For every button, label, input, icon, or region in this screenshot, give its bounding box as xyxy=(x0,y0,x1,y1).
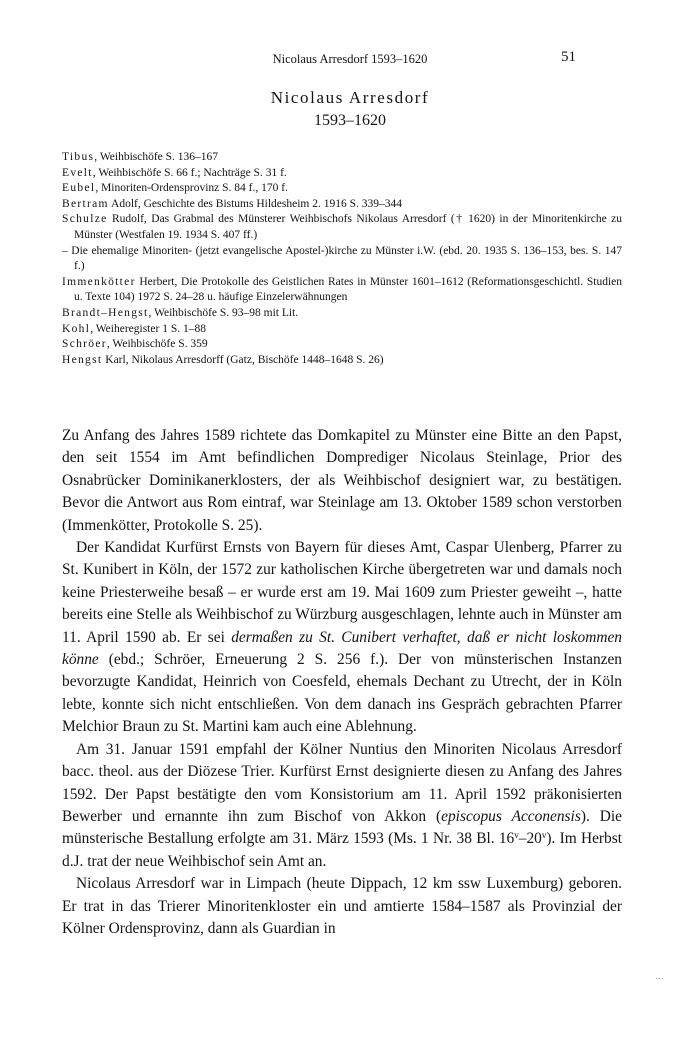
bib-author: Eubel xyxy=(62,182,96,195)
bib-author: Evelt xyxy=(62,166,93,179)
bib-author: Hengst xyxy=(62,353,103,366)
paragraph-text: Am 31. Januar 1591 empfahl der Kölner Nuntius den Minoriten Nicolaus Arresdorf bacc. theol. aus der Diözese Trier. Kurfürst Ernst designierte diesen zu Anfang des Jahres 1592. Der Papst bestätigte den vom Konsistorium am 11. April 1592 präkonisierten Bewerber und ernannte ihn zum Bischof von Akkon ( xyxy=(62,740,622,825)
bib-text: Rudolf, Das Grabmal des Münsterer Weihbischofs Nikolaus Arresdorf († 1620) in der Minoritenkirche zu Münster (Westfalen 19. 1934 S. 407 ff.) xyxy=(74,213,622,241)
bibliography xyxy=(62,150,622,368)
bib-author: – xyxy=(62,244,68,257)
title-years: 1593–1620 xyxy=(314,112,386,129)
bib-text: , Weihbischöfe S. 93–98 mit Lit. xyxy=(148,306,299,319)
superscript: v xyxy=(541,830,547,841)
bib-text: Die ehemalige Minoriten- (jetzt evangelische Apostel-)kirche zu Münster i.W. (ebd. 20. 1935 S. 136–153, bes. S. 147 f.) xyxy=(67,244,622,273)
superscript: v xyxy=(514,830,519,841)
running-head: Nicolaus Arresdorf 1593–1620 xyxy=(272,52,428,66)
bib-author: Kohl xyxy=(62,322,91,335)
bib-text: , Weihbischöfe S. 66 f.; Nachträge S. 31 f. xyxy=(92,166,287,179)
page-number: 51 xyxy=(561,49,576,65)
bib-entry xyxy=(62,166,622,182)
paragraph-text: –20 xyxy=(518,830,542,848)
bib-author: Schröer xyxy=(62,338,107,351)
bib-entry xyxy=(62,353,622,369)
paragraph-text: Der Kandidat Kurfürst Ernsts von Bayern für dieses Amt, Caspar Ulenberg, Pfarrer zu St. Kunibert in Köln, der 1572 zur katholischen Kirche übergetreten war und damals noch keine Priesterweihe besaß – er wurde erst am 19. Mai 1609 zum Priester geweiht –, hatte bereits eine Stelle als Weihbischof zu Würzburg ausgeschlagen, lehnte auch in Münster am 11. April 1590 ab. Er sei xyxy=(62,539,622,646)
paragraph-text: ). Im Herbst d.J. trat der neue Weihbischof sein Amt an. xyxy=(62,830,623,870)
quotation: dermaßen zu St. Cunibert verhaftet, daß er nicht loskommen könne xyxy=(62,628,622,669)
latin-term: episcopus Acconensis xyxy=(441,807,581,825)
bib-text: Karl, Nikolaus Arresdorff (Gatz, Bischöfe 1448–1648 S. 26) xyxy=(102,353,384,366)
bib-author: Brandt–Hengst xyxy=(62,306,149,319)
bib-text: Herbert, Die Protokolle des Geistlichen Rates in Münster 1601–1612 (Reformationsgeschichtl. Studien u. Texte 104) 1972 S. 24–28 u. häufige Einzelerwähnungen xyxy=(74,275,622,304)
bib-author: Tibus xyxy=(62,151,95,163)
bib-entry xyxy=(62,306,622,322)
paragraph-text: (ebd.; Schröer, Erneuerung 2 S. 256 f.). Der von münsterischen Instanzen bevorzugte Kandidat, Heinrich von Coesfeld, ehemals Dechant zu Utrecht, der in Köln lebte, konnte sich nicht entschließen. Von dem danach ins Gespräch gebrachten Pfarrer Melchior Braun zu St. Martini kam auch eine Ablehnung. xyxy=(62,651,622,736)
bib-entry xyxy=(62,244,622,275)
bib-entry xyxy=(62,322,622,338)
bib-text: , Weihbischöfe S. 359 xyxy=(106,338,208,351)
bib-entry xyxy=(62,275,622,306)
bib-entry xyxy=(62,150,622,166)
body-text xyxy=(62,425,622,940)
paragraph: Zu Anfang des Jahres 1589 richtete das Domkapitel zu Münster eine Bitte an den Papst, den seit 1554 im Amt befindlichen Domprediger Nicolaus Steinlage, Prior des Osnabrücker Dominikanerklosters, der als Weihbischof designiert war, zu bestätigen. Bevor die Antwort aus Rom eintraf, war Steinlage am 13. Oktober 1589 schon verstorben (Immenkötter, Protokolle S. 25). xyxy=(62,427,622,534)
paragraph-text: ). Die münsterische Bestallung erfolgte am 31. März 1593 (Ms. 1 Nr. 38 Bl. 16 xyxy=(62,807,623,848)
bib-entry xyxy=(62,212,622,243)
bib-author: Bertram xyxy=(62,197,109,210)
bib-author: Schulze xyxy=(62,213,108,226)
paragraph: Nicolaus Arresdorf war in Limpach (heute Dippach, 12 km ssw Luxemburg) geboren. Er trat in das Trierer Minoritenkloster ein und amtierte 1584–1587 als Provinzial der Kölner Ordensprovinz, dann als Guardian in xyxy=(62,875,622,937)
paragraph xyxy=(62,739,622,873)
title-block xyxy=(0,86,700,131)
bib-text: Adolf, Geschichte des Bistums Hildesheim 2. 1916 S. 339–344 xyxy=(108,197,403,210)
bib-text: , Weihbischöfe S. 136–167 xyxy=(94,151,219,163)
bib-entry xyxy=(62,197,622,213)
bib-text: , Minoriten-Ordensprovinz S. 84 f., 170 f. xyxy=(95,182,288,195)
bib-entry xyxy=(62,337,622,353)
title-name: Nicolaus Arresdorf xyxy=(270,88,430,107)
bib-author: Immenkötter xyxy=(62,275,136,288)
paragraph xyxy=(62,537,622,739)
bib-entry xyxy=(62,181,622,197)
scan-mark: … xyxy=(655,971,664,981)
bib-text: , Weiheregister 1 S. 1–88 xyxy=(90,322,206,335)
